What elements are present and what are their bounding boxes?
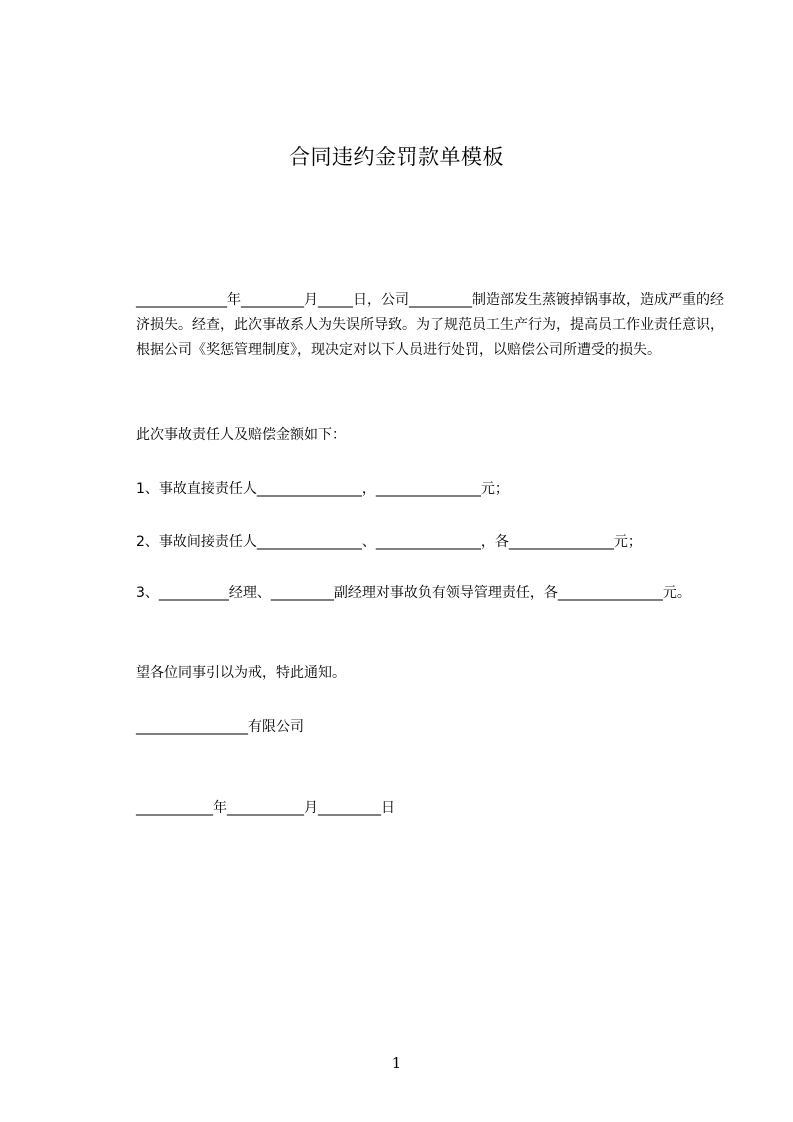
list-item-indirect-responsibility: 2、事故间接责任人_______________、_______________，各_______________元； bbox=[136, 534, 642, 550]
document-title: 合同违约金罚款单模板 bbox=[289, 145, 504, 169]
closing-note: 望各位同事引以为戒，特此通知。 bbox=[136, 665, 346, 681]
list-item-direct-responsibility: 1、事故直接责任人_______________，_______________元； bbox=[136, 481, 509, 497]
list-item-management-responsibility: 3、__________经理、_________副经理对事故负有领导管理责任，各_______________元。 bbox=[136, 585, 691, 601]
list-heading: 此次事故责任人及赔偿金额如下： bbox=[136, 427, 346, 443]
date-line: ___________年___________月_________日 bbox=[136, 800, 395, 816]
intro-paragraph: _____________年_________月_____日，公司_________制造部发生蒸镀掉锅事故，造成严重的经济损失。经查，此次事故系人为失误所导致。为了规范员工生产行为，提高员工作业责任意识，根据公司《奖惩管理制度》，现决定对以下人员进行处罚，以赔偿公司所遭受的损失。 bbox=[136, 292, 724, 358]
page-number: 1 bbox=[391, 1054, 402, 1072]
company-signature-line: ________________有限公司 bbox=[136, 719, 304, 735]
